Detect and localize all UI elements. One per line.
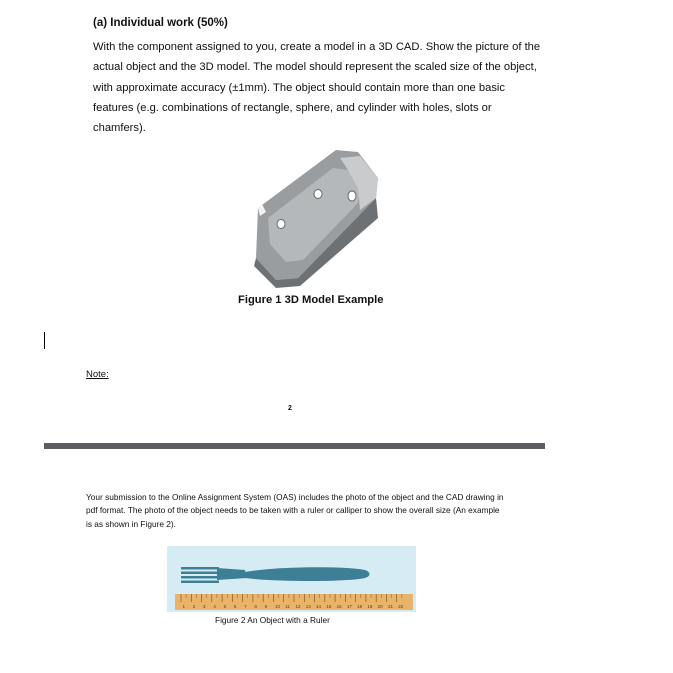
ruler-tick-label: 4 bbox=[213, 604, 216, 609]
ruler-tick-label: 9 bbox=[264, 604, 268, 609]
ruler-tick-label: 17 bbox=[346, 604, 352, 609]
fork-ruler-photo bbox=[167, 546, 416, 612]
ruler-tick-label: 22 bbox=[398, 604, 404, 609]
section-paragraph: With the component assigned to you, create a model in a 3D CAD. Show the picture of the actual object and the 3D model. The model should represent the scaled size of the object, with approximate accuracy (±1mm). The object should contain more than one basic features (e.g. combinations of rectangle, sphere, and cylinder with holes, slots or chamfers). bbox=[93, 41, 541, 135]
note-label: Note: bbox=[86, 369, 109, 380]
submission-paragraph: Your submission to the Online Assignment System (OAS) includes the photo of the object and the CAD drawing in pdf format. The photo of the object needs to be taken with a ruler or calliper to show the overall size (An example is as shown in Figure 2). bbox=[86, 492, 504, 529]
figure-2-caption: Figure 2 An Object with a Ruler bbox=[215, 615, 330, 625]
ruler-tick-label: 6 bbox=[233, 604, 237, 609]
fork-tine-1 bbox=[181, 567, 219, 570]
ruler-tick-label: 14 bbox=[316, 604, 322, 609]
ruler-tick-label: 5 bbox=[223, 604, 227, 609]
ruler-tick-label: 21 bbox=[387, 604, 393, 609]
ruler-tick-label: 1 bbox=[182, 604, 186, 609]
3d-model-image bbox=[248, 148, 388, 288]
ruler-tick-label: 15 bbox=[326, 604, 332, 609]
ruler-tick-label: 10 bbox=[274, 604, 280, 609]
hole-3 bbox=[348, 191, 356, 201]
ruler-tick-label: 3 bbox=[203, 604, 206, 609]
fork-tine-4 bbox=[181, 581, 219, 584]
ruler-tick-label: 20 bbox=[377, 604, 383, 609]
ruler-tick-label: 11 bbox=[285, 604, 290, 609]
page-break-bar bbox=[44, 443, 545, 449]
ruler-tick-label: 12 bbox=[295, 604, 301, 609]
section-heading: (a) Individual work (50%) bbox=[93, 17, 228, 29]
fork-tine-3 bbox=[181, 576, 219, 579]
ruler-tick-label: 13 bbox=[305, 604, 311, 609]
ruler-tick-label: 18 bbox=[357, 604, 363, 609]
text-cursor bbox=[44, 332, 45, 349]
page-number: 2 bbox=[288, 405, 292, 412]
figure-1-caption: Figure 1 3D Model Example bbox=[238, 294, 384, 306]
hole-2 bbox=[314, 190, 322, 199]
fork-tine-2 bbox=[181, 572, 219, 575]
ruler-tick-label: 2 bbox=[192, 604, 196, 609]
ruler-tick-label: 7 bbox=[244, 604, 247, 609]
hole-1 bbox=[277, 220, 285, 229]
ruler-tick-label: 8 bbox=[254, 604, 257, 609]
ruler-tick-label: 19 bbox=[367, 604, 373, 609]
ruler-tick-label: 16 bbox=[336, 604, 342, 609]
